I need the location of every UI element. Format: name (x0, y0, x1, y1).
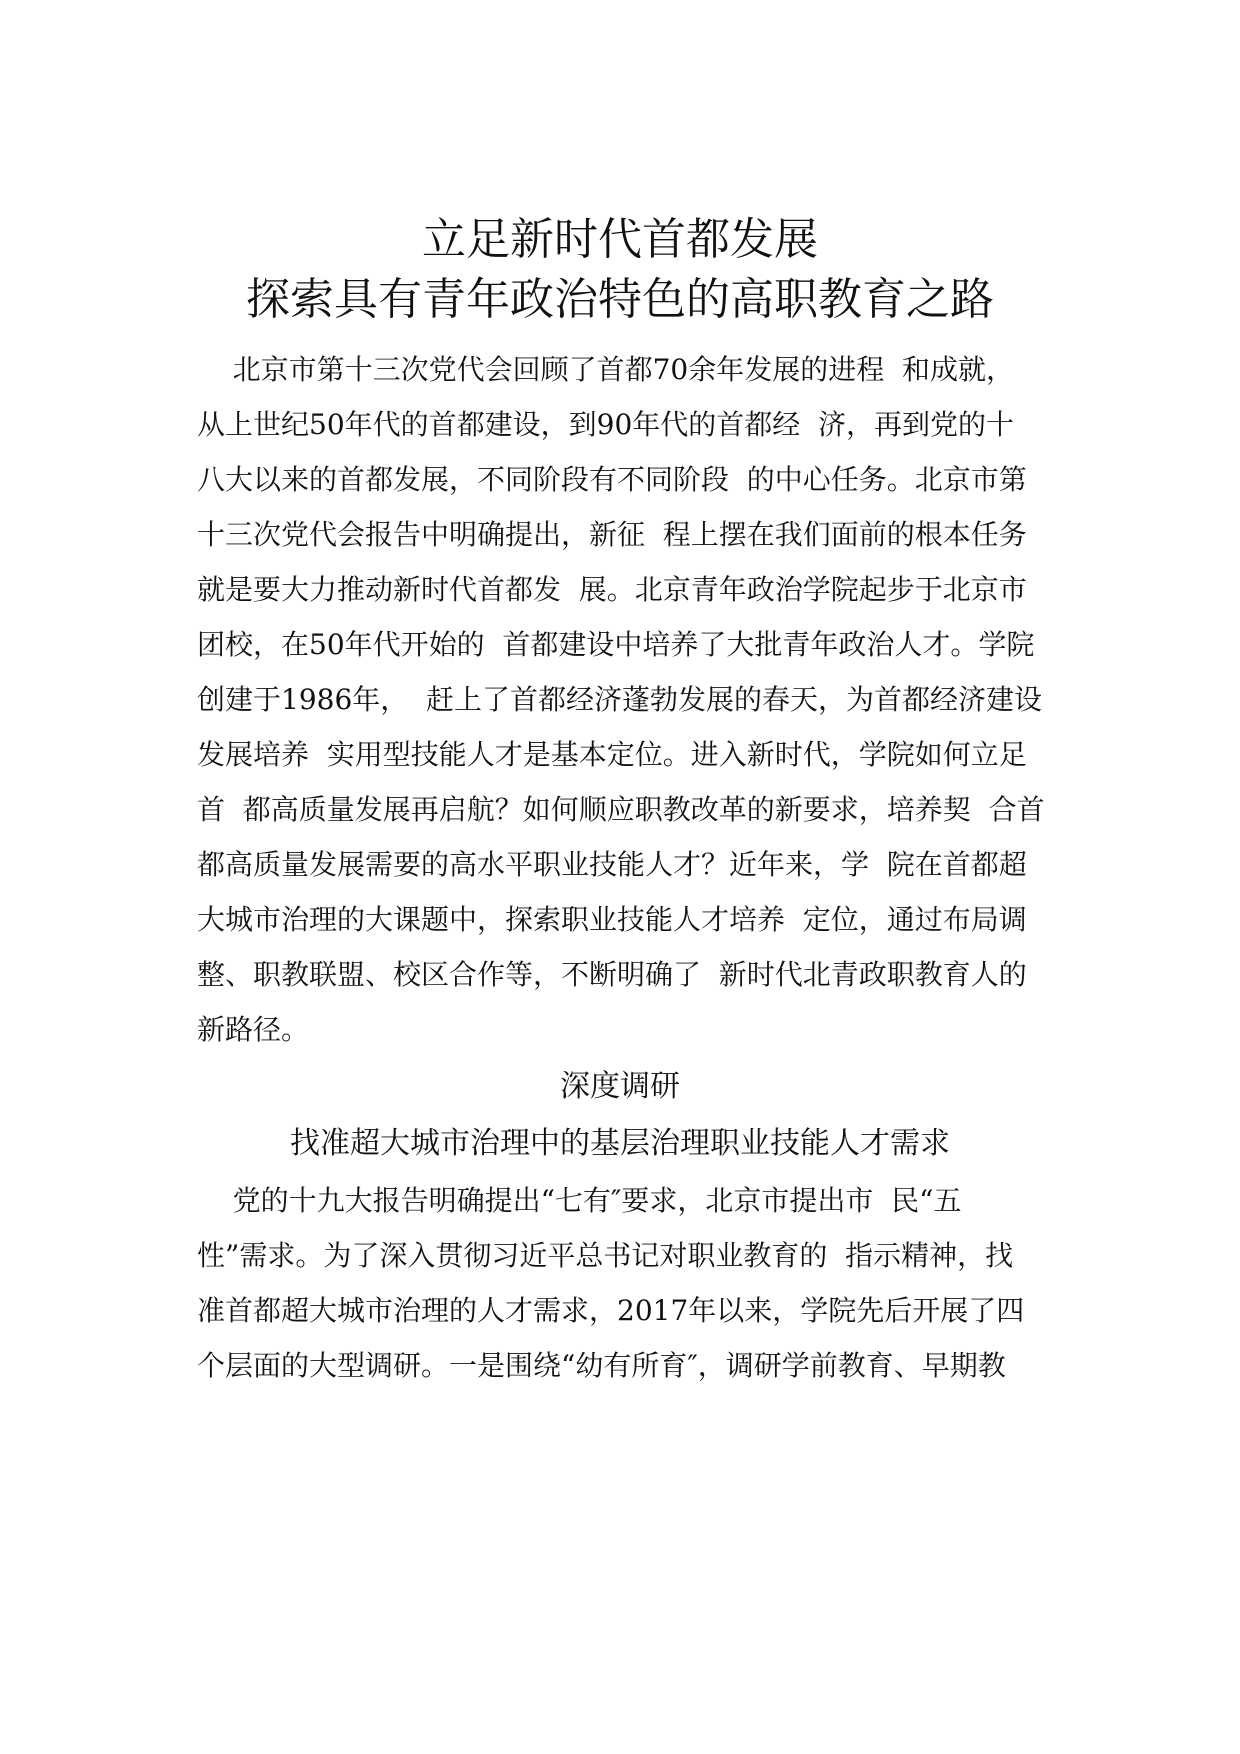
paragraph-line: 发展培养 实用型技能人才是基本定位。进入新时代，学院如何立足 (197, 738, 1027, 771)
paragraph-line: 大城市治理的大课题中，探索职业技能人才培养 定位，通过布局调 (197, 903, 1027, 936)
paragraph-line: 都高质量发展需要的高水平职业技能人才？近年来，学 院在首都超 (197, 848, 1027, 881)
paragraph-line: 就是要大力推动新时代首都发 展。北京青年政治学院起步于北京市 (197, 573, 1027, 606)
paragraph-line: 首 都高质量发展再启航？如何顺应职教改革的新要求，培养契 合首 (197, 793, 1045, 826)
paragraph-line: 准首都超大城市治理的人才需求，2017年以来，学院先后开展了四 (197, 1294, 1025, 1327)
paragraph-line: 新路径。 (197, 1013, 310, 1046)
section-heading: 深度调研 (560, 1069, 680, 1104)
paragraph-line: 党的十九大报告明确提出“七有″要求，北京市提出市 民“五 (197, 1184, 962, 1217)
document-title-line-2: 探索具有青年政治特色的高职教育之路 (246, 274, 994, 325)
paragraph-line: 北京市第十三次党代会回顾了首都70余年发展的进程 和成就， (197, 353, 1015, 386)
paragraph-line: 创建于1986年， 赶上了首都经济蓬勃发展的春天，为首都经济建设 (197, 683, 1043, 716)
paragraph-line: 团校，在50年代开始的 首都建设中培养了大批青年政治人才。学院 (197, 628, 1035, 661)
section-subheading: 找准超大城市治理中的基层治理职业技能人才需求 (290, 1126, 950, 1161)
paragraph-line: 十三次党代会报告中明确提出，新征 程上摆在我们面前的根本任务 (197, 518, 1027, 551)
paragraph-line: 性”需求。为了深入贯彻习近平总书记对职业教育的 指示精神，找 (197, 1239, 1014, 1272)
paragraph-line: 整、职教联盟、校区合作等，不断明确了 新时代北青政职教育人的 (197, 958, 1027, 991)
paragraph-line: 从上世纪50年代的首都建设，到90年代的首都经 济，再到党的十 (197, 408, 1015, 441)
paragraph-line: 个层面的大型调研。一是围绕“幼有所育″，调研学前教育、早期教 (197, 1349, 1006, 1382)
paragraph-line: 八大以来的首都发展，不同阶段有不同阶段 的中心任务。北京市第 (197, 463, 1027, 496)
document-title-line-1: 立足新时代首都发展 (422, 214, 818, 265)
